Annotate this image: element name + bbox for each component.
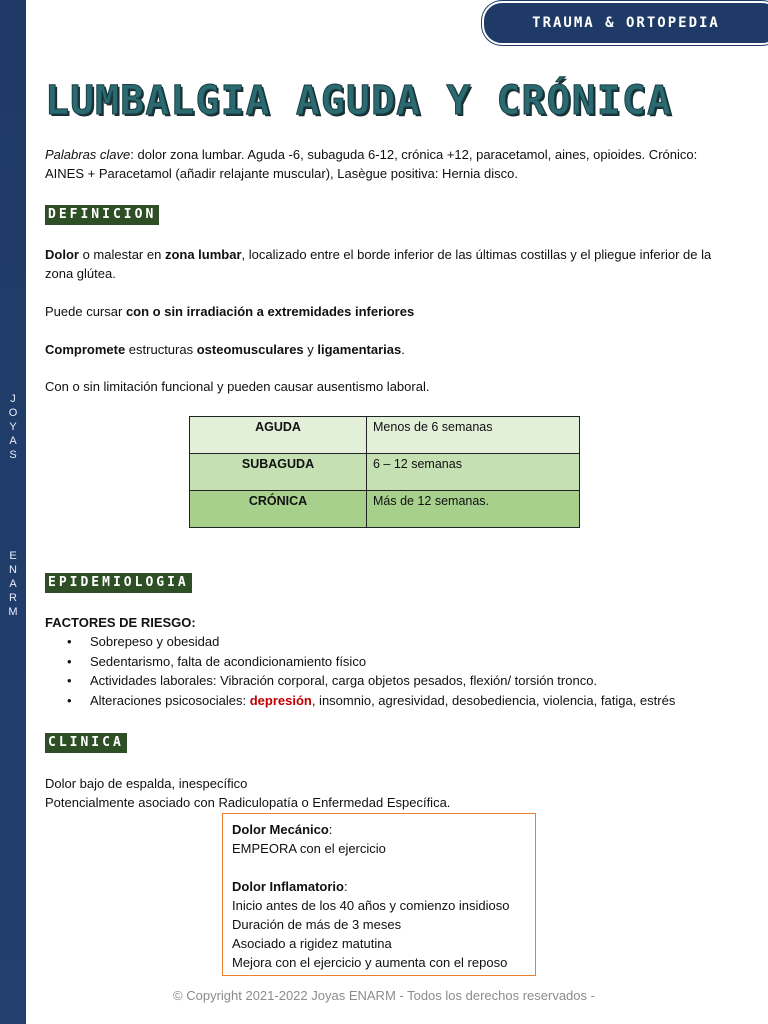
psych-highlight: depresión xyxy=(249,692,312,708)
def-text: o malestar en xyxy=(78,247,165,262)
stage-name: AGUDA xyxy=(190,417,367,454)
inflammatory-title-text: Dolor Inflamatorio xyxy=(232,879,344,894)
sidebar-letter: E xyxy=(9,550,17,562)
stage-name: SUBAGUDA xyxy=(190,454,367,491)
category-badge xyxy=(482,1,768,45)
stage-duration: Menos de 6 semanas xyxy=(367,417,580,454)
inflammatory-line: Asociado a rigidez matutina xyxy=(232,936,392,951)
str-bold-1: Compromete xyxy=(45,342,126,357)
table-row xyxy=(190,417,580,454)
mechanical-line: EMPEORA con el ejercicio xyxy=(232,841,386,856)
stage-duration: Más de 12 semanas. xyxy=(367,491,580,528)
sidebar-letter: R xyxy=(9,592,17,604)
psych-text-rest: , insomnio, agresividad, desobediencia, violencia, fatiga, estrés xyxy=(311,692,676,708)
irr-bold: con o sin irradiación a extremidades inferiores xyxy=(125,304,415,319)
inflammatory-title: Dolor Inflamatorio: xyxy=(232,879,348,894)
table-row xyxy=(190,454,580,491)
stage-name: CRÓNICA xyxy=(190,491,367,528)
irr-text: Puede cursar xyxy=(45,304,126,319)
sidebar-letter: O xyxy=(8,407,18,419)
stages-table xyxy=(189,416,580,528)
psych-text: Alteraciones psicosociales: xyxy=(90,692,250,708)
str-text-2: y xyxy=(303,342,318,357)
sidebar-letter: J xyxy=(10,393,16,405)
sidebar-letter: A xyxy=(9,435,17,447)
pain-types-box xyxy=(222,813,536,976)
mechanical-title: Dolor Mecánico: xyxy=(232,822,333,837)
list-item xyxy=(45,691,745,711)
list-item: • Sobrepeso y obesidad xyxy=(45,632,745,652)
def-bold-zona: zona lumbar xyxy=(164,247,242,262)
copyright-footer: © Copyright 2021-2022 Joyas ENARM - Todos los derechos reservados - xyxy=(173,988,595,1003)
list-item: • Sedentarismo, falta de acondicionamiento físico xyxy=(45,652,745,672)
category-label: TRAUMA & ORTOPEDIA xyxy=(532,15,720,31)
str-text-1: estructuras xyxy=(125,342,197,357)
sidebar-letter: Y xyxy=(9,421,17,433)
risk-factors-title xyxy=(45,613,735,632)
limitation-paragraph: Con o sin limitación funcional y pueden causar ausentismo laboral. xyxy=(45,379,430,394)
section-heading-definicion: DEFINICION xyxy=(45,205,159,225)
keywords-label: Palabras clave xyxy=(45,147,131,162)
stage-duration: 6 – 12 semanas xyxy=(367,454,580,491)
table-row xyxy=(190,491,580,528)
sidebar-letter: N xyxy=(9,564,17,576)
irradiation-paragraph xyxy=(45,302,735,321)
inflammatory-line: Duración de más de 3 meses xyxy=(232,917,402,932)
list-item: • Actividades laborales: Vibración corporal, carga objetos pesados, flexión/ torsión tronco. xyxy=(45,671,745,691)
definition-paragraph xyxy=(45,245,735,283)
mechanical-title-text: Dolor Mecánico xyxy=(232,822,329,837)
left-sidebar xyxy=(0,0,26,1024)
str-bold-2: osteomusculares xyxy=(196,342,304,357)
sidebar-word-joyas xyxy=(0,392,26,462)
str-bold-3: ligamentarias xyxy=(317,342,402,357)
page-title: LUMBALGIA AGUDA Y CRÓNICA xyxy=(45,78,673,124)
str-text-3: . xyxy=(401,342,405,357)
sidebar-word-enarm xyxy=(0,549,26,619)
section-heading-clinica: CLINICA xyxy=(45,733,127,753)
structures-paragraph xyxy=(45,340,735,359)
clinical-line-2: Potencialmente asociado con Radiculopatía o Enfermedad Específica. xyxy=(45,795,451,810)
sidebar-letter: S xyxy=(9,449,17,461)
clinical-line-1: Dolor bajo de espalda, inespecífico xyxy=(45,776,248,791)
risk-title-text: FACTORES DE RIESGO: xyxy=(45,615,196,630)
inflammatory-line: Inicio antes de los 40 años y comienzo insidioso xyxy=(232,898,510,913)
section-heading-epidemiologia: EPIDEMIOLOGIA xyxy=(45,573,192,593)
inflammatory-line: Mejora con el ejercicio y aumenta con el reposo xyxy=(232,955,508,970)
risk-factors-list xyxy=(45,632,745,710)
def-bold-dolor: Dolor xyxy=(45,247,79,262)
keywords-paragraph xyxy=(45,145,735,183)
keywords-text: : dolor zona lumbar. Aguda -6, subaguda 6-12, crónica +12, paracetamol, aines, opioides. Crónico: AINES + Paracetamol (añadir relajante muscular), Lasègue positiva: Hernia disco. xyxy=(45,147,698,181)
sidebar-letter: A xyxy=(9,578,17,590)
def-text-rest: , localizado entre el borde inferior de las últimas costillas y el pliegue inferior de la zona glútea. xyxy=(45,247,712,281)
sidebar-letter: M xyxy=(8,606,18,618)
